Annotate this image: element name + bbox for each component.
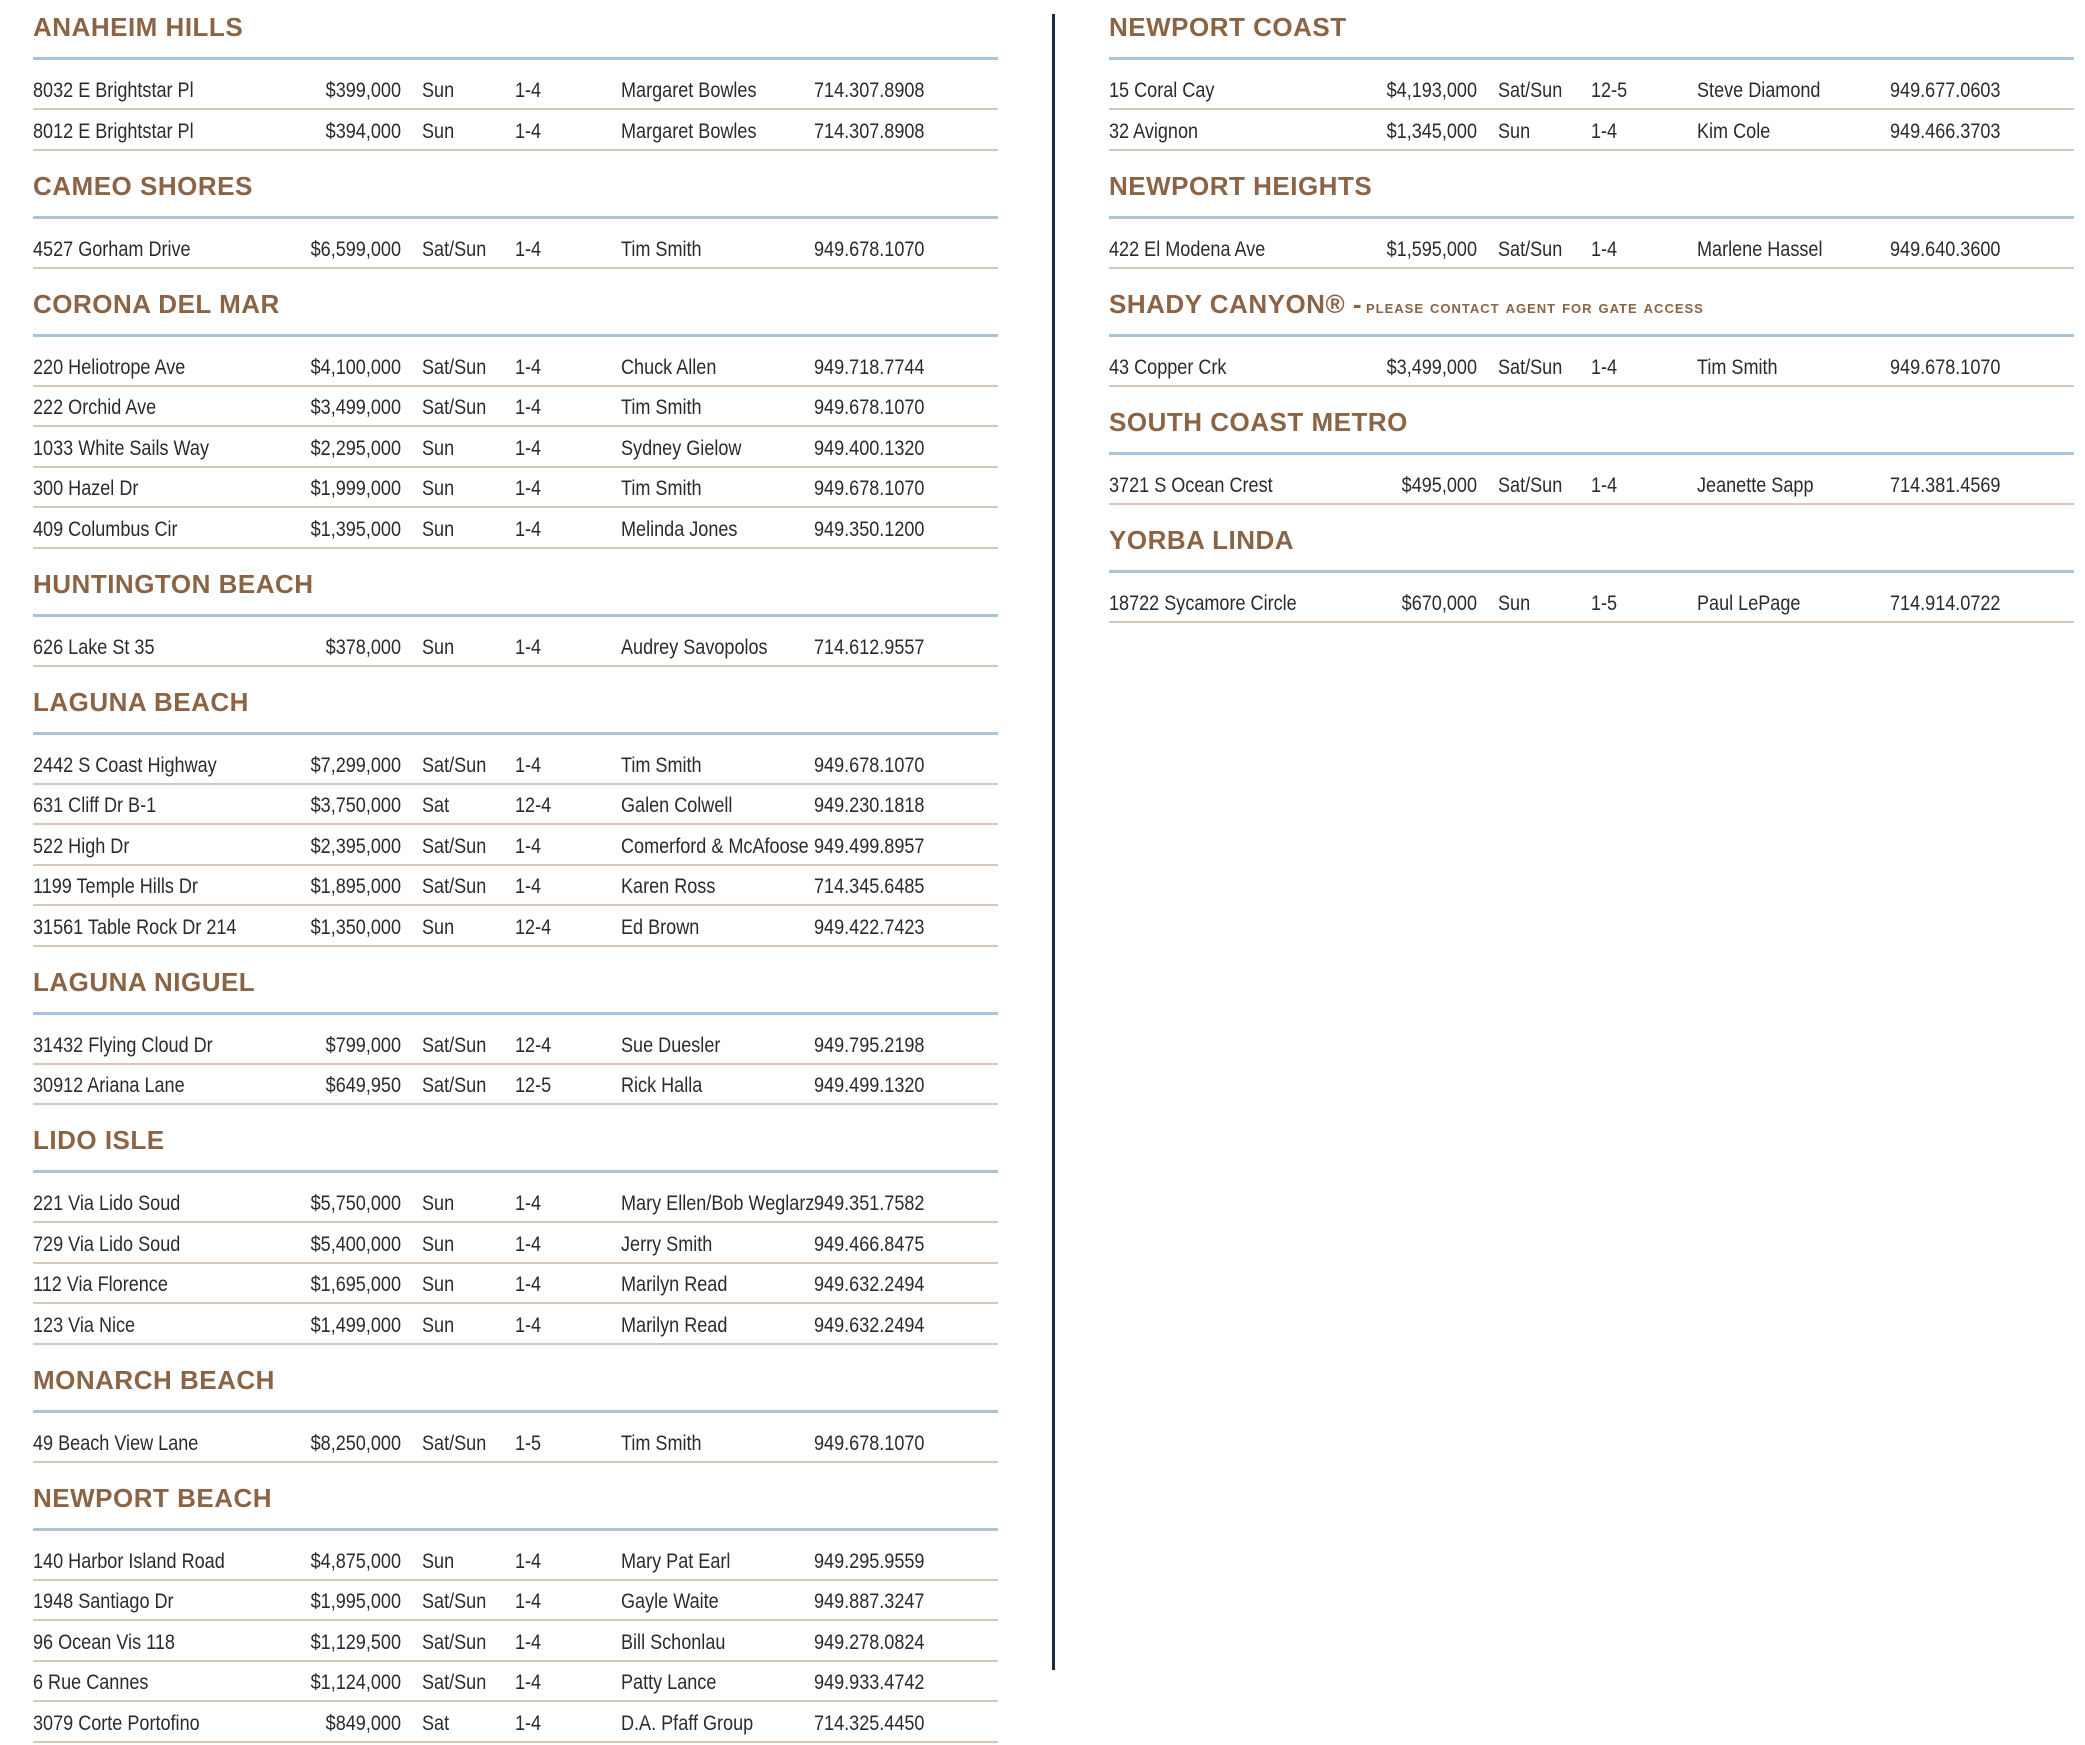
section-title-text: CORONA DEL MAR (33, 288, 280, 319)
listing-list (33, 60, 998, 151)
listing-phone: 949.422.7423 (814, 915, 925, 939)
listing-time: 1-4 (515, 119, 542, 143)
section-title (1109, 525, 1294, 556)
listing-row (33, 1543, 998, 1581)
section-title (33, 569, 314, 600)
section-title-text: NEWPORT COAST (1109, 12, 1347, 42)
listing-row (1109, 72, 2074, 110)
listing-address: 3079 Corte Portofino (33, 1711, 200, 1735)
section-title (1109, 171, 1372, 202)
section-cameo-shores (33, 165, 998, 269)
section-header (1109, 165, 2074, 219)
listing-time: 1-4 (515, 1671, 542, 1694)
listing-row (33, 828, 998, 866)
listing-agent: Marilyn Read (621, 1273, 728, 1296)
listing-phone: 949.933.4742 (814, 1671, 925, 1694)
listing-phone: 949.678.1070 (814, 477, 925, 500)
listing-day: Sun (422, 79, 455, 102)
listing-day: Sun (422, 517, 455, 541)
listing-row (33, 72, 998, 110)
listing-day: Sun (422, 436, 455, 460)
listing-price: $1,895,000 (310, 875, 401, 898)
listing-price: $1,695,000 (310, 1273, 401, 1296)
section-shady-canyon (1109, 283, 2074, 387)
listing-row (33, 470, 998, 508)
listing-time: 1-5 (515, 1431, 542, 1455)
listing-phone: 949.678.1070 (814, 1431, 925, 1455)
listing-phone: 949.718.7744 (814, 355, 925, 379)
listing-phone: 949.678.1070 (1890, 355, 2001, 379)
section-title-text: SOUTH COAST METRO (1109, 406, 1408, 437)
section-header (33, 961, 998, 1015)
listing-price: $1,345,000 (1386, 119, 1477, 143)
listing-day: Sun (422, 1232, 455, 1256)
section-header (33, 1119, 998, 1173)
listing-address: 6 Rue Cannes (33, 1671, 149, 1694)
listing-price: $670,000 (1401, 591, 1477, 615)
listing-address: 1948 Santiago Dr (33, 1590, 174, 1613)
listing-time: 12-4 (515, 915, 552, 939)
listing-time: 1-4 (515, 396, 542, 419)
listing-time: 1-4 (515, 79, 542, 102)
listing-phone: 949.640.3600 (1890, 237, 2001, 261)
listing-time: 12-4 (515, 1033, 552, 1057)
listing-address: 31432 Flying Cloud Dr (33, 1033, 213, 1057)
listing-phone: 949.632.2494 (814, 1313, 925, 1337)
listing-price: $1,595,000 (1386, 237, 1477, 261)
listing-agent: Tim Smith (621, 396, 702, 419)
listing-agent: Audrey Savopolos (621, 635, 768, 659)
listing-time: 1-4 (515, 436, 542, 460)
listing-day: Sat (422, 1711, 450, 1735)
listing-agent: Marilyn Read (621, 1313, 728, 1337)
listing-time: 1-4 (515, 1192, 542, 1215)
listing-phone: 949.350.1200 (814, 517, 925, 541)
listing-address: 3721 S Ocean Crest (1109, 473, 1273, 497)
listing-day: Sun (422, 119, 455, 143)
section-corona-del-mar (33, 283, 998, 549)
listing-address: 222 Orchid Ave (33, 396, 157, 419)
listing-day: Sun (422, 635, 455, 659)
listing-address: 220 Heliotrope Ave (33, 355, 186, 379)
listing-agent: Gayle Waite (621, 1590, 719, 1613)
section-title (1109, 12, 1347, 43)
listing-time: 1-4 (515, 1313, 542, 1337)
listing-day: Sun (422, 1549, 455, 1573)
listing-agent: Tim Smith (621, 1431, 702, 1455)
listing-address: 729 Via Lido Soud (33, 1232, 181, 1256)
listing-list (1109, 219, 2074, 269)
listing-time: 1-4 (515, 477, 542, 500)
listing-row (33, 1664, 998, 1702)
listing-day: Sat/Sun (422, 1431, 487, 1455)
listing-phone: 714.345.6485 (814, 875, 925, 898)
listing-price: $8,250,000 (310, 1431, 401, 1455)
listing-agent: Margaret Bowles (621, 119, 757, 143)
section-header (33, 165, 998, 219)
left-column (33, 6, 998, 1745)
listing-day: Sat/Sun (422, 396, 487, 419)
listing-price: $4,875,000 (310, 1549, 401, 1573)
section-title-text: YORBA LINDA (1109, 524, 1295, 555)
listing-row (33, 1226, 998, 1264)
listing-address: 422 El Modena Ave (1109, 237, 1266, 261)
listing-time: 1-4 (515, 1630, 542, 1654)
listing-phone: 714.612.9557 (814, 635, 925, 659)
listing-agent: Karen Ross (621, 875, 716, 898)
listing-phone: 714.914.0722 (1890, 591, 2001, 615)
section-header (1109, 401, 2074, 455)
section-title (1109, 407, 1408, 438)
listing-list (33, 735, 998, 947)
section-title-text: ANAHEIM HILLS (33, 12, 244, 42)
listing-time: 1-4 (515, 1232, 542, 1256)
listing-row (33, 1624, 998, 1662)
listing-price: $3,750,000 (310, 794, 401, 817)
listing-price: $1,395,000 (310, 517, 401, 541)
listing-address: 15 Coral Cay (1109, 79, 1215, 102)
listing-address: 31561 Table Rock Dr 214 (33, 915, 237, 939)
listing-address: 1033 White Sails Way (33, 436, 209, 460)
listing-agent: Steve Diamond (1697, 79, 1821, 102)
listing-agent: Jerry Smith (621, 1232, 713, 1256)
listing-time: 1-4 (515, 875, 542, 898)
listing-time: 1-4 (515, 635, 542, 659)
listing-price: $1,124,000 (310, 1671, 401, 1694)
listing-price: $1,999,000 (310, 477, 401, 500)
listing-phone: 949.499.1320 (814, 1074, 925, 1097)
section-laguna-niguel (33, 961, 998, 1106)
listing-agent: Galen Colwell (621, 794, 733, 817)
section-header (1109, 519, 2074, 573)
listing-list (33, 1413, 998, 1463)
section-title-text: NEWPORT HEIGHTS (1109, 170, 1373, 201)
listing-list (1109, 455, 2074, 505)
listing-phone: 949.632.2494 (814, 1273, 925, 1296)
listing-row (1109, 349, 2074, 387)
listing-price: $3,499,000 (310, 396, 401, 419)
listing-row (33, 1185, 998, 1223)
listing-day: Sat/Sun (1498, 79, 1563, 102)
listing-agent: Paul LePage (1697, 591, 1801, 615)
section-title (33, 171, 253, 202)
section-title-text: SHADY CANYON® - (1109, 288, 1362, 319)
listing-day: Sat/Sun (422, 1630, 487, 1654)
listing-price: $1,499,000 (310, 1313, 401, 1337)
section-header (33, 283, 998, 337)
listing-row (1109, 113, 2074, 151)
section-south-coast-metro (1109, 401, 2074, 505)
section-title-text: NEWPORT BEACH (33, 1482, 273, 1513)
section-title (33, 687, 249, 718)
listing-list (33, 1531, 998, 1743)
listing-address: 18722 Sycamore Circle (1109, 591, 1297, 615)
section-header (33, 1477, 998, 1531)
listing-address: 140 Harbor Island Road (33, 1549, 225, 1573)
listing-price: $5,400,000 (310, 1232, 401, 1256)
listing-day: Sun (1498, 119, 1531, 143)
listing-phone: 949.400.1320 (814, 436, 925, 460)
listing-phone: 949.499.8957 (814, 834, 925, 858)
listing-phone: 714.325.4450 (814, 1711, 925, 1735)
listing-time: 1-4 (515, 753, 542, 777)
listing-address: 221 Via Lido Soud (33, 1192, 181, 1215)
listing-row (1109, 585, 2074, 623)
listing-row (33, 1027, 998, 1065)
listing-row (33, 909, 998, 947)
listing-list (33, 617, 998, 667)
listing-agent: Tim Smith (621, 753, 702, 777)
listing-price: $849,000 (325, 1711, 401, 1735)
listing-row (33, 1425, 998, 1463)
section-newport-heights (1109, 165, 2074, 269)
listing-row (33, 1266, 998, 1304)
section-title (33, 1483, 272, 1514)
listing-address: 30912 Ariana Lane (33, 1074, 185, 1097)
listing-agent: Sydney Gielow (621, 436, 742, 460)
right-column (1109, 6, 2074, 625)
listing-address: 4527 Gorham Drive (33, 237, 191, 261)
listing-price: $3,499,000 (1386, 355, 1477, 379)
listing-phone: 949.295.9559 (814, 1549, 925, 1573)
listing-address: 123 Via Nice (33, 1313, 136, 1337)
listing-price: $495,000 (1401, 473, 1477, 497)
listing-row (33, 1705, 998, 1743)
listing-price: $1,995,000 (310, 1590, 401, 1613)
section-title-text: LIDO ISLE (33, 1125, 165, 1155)
section-header (33, 6, 998, 60)
listing-time: 12-4 (515, 794, 552, 817)
listing-address: 8012 E Brightstar Pl (33, 119, 194, 143)
listing-phone: 949.230.1818 (814, 794, 925, 817)
listing-agent: Bill Schonlau (621, 1630, 726, 1654)
listing-address: 626 Lake St 35 (33, 635, 155, 659)
listing-address: 32 Avignon (1109, 119, 1199, 143)
listing-phone: 949.677.0603 (1890, 79, 2001, 102)
listing-day: Sun (1498, 591, 1531, 615)
listing-phone: 949.351.7582 (814, 1192, 925, 1215)
section-newport-beach (33, 1477, 998, 1743)
listing-price: $649,950 (325, 1074, 401, 1097)
listing-price: $1,129,500 (310, 1630, 401, 1654)
column-divider (1052, 14, 1055, 1670)
listing-address: 2442 S Coast Highway (33, 753, 217, 777)
listing-agent: Jeanette Sapp (1697, 473, 1814, 497)
listing-row (33, 629, 998, 667)
listing-price: $6,599,000 (310, 237, 401, 261)
listing-row (33, 1067, 998, 1105)
listing-phone: 949.678.1070 (814, 237, 925, 261)
listing-list (1109, 60, 2074, 151)
listing-address: 631 Cliff Dr B-1 (33, 794, 157, 817)
listing-day: Sat/Sun (422, 237, 487, 261)
listing-row (33, 1307, 998, 1345)
listing-time: 1-4 (515, 237, 542, 261)
listing-address: 8032 E Brightstar Pl (33, 79, 194, 102)
section-lido-isle (33, 1119, 998, 1345)
listing-list (33, 219, 998, 269)
listing-day: Sat/Sun (1498, 237, 1563, 261)
listing-day: Sun (422, 1273, 455, 1296)
listing-time: 1-4 (515, 1711, 542, 1735)
listing-phone: 949.795.2198 (814, 1033, 925, 1057)
listing-price: $4,100,000 (310, 355, 401, 379)
listing-agent: Chuck Allen (621, 355, 717, 379)
listing-day: Sat/Sun (1498, 355, 1563, 379)
listing-time: 1-4 (515, 1590, 542, 1613)
listing-address: 409 Columbus Cir (33, 517, 178, 541)
listing-time: 1-4 (515, 355, 542, 379)
listing-row (33, 747, 998, 785)
listing-day: Sun (422, 477, 455, 500)
section-header (33, 681, 998, 735)
listing-time: 1-4 (1591, 237, 1618, 261)
listing-agent: D.A. Pfaff Group (621, 1711, 754, 1735)
listing-phone: 949.678.1070 (814, 753, 925, 777)
listing-list (33, 1015, 998, 1106)
listing-time: 1-4 (515, 1549, 542, 1573)
listing-day: Sun (422, 1313, 455, 1337)
listing-day: Sat/Sun (422, 355, 487, 379)
listing-address: 112 Via Florence (33, 1273, 168, 1296)
listing-time: 1-4 (515, 517, 542, 541)
section-title-text: CAMEO SHORES (33, 170, 253, 201)
listing-day: Sat (422, 794, 450, 817)
listing-time: 1-4 (1591, 119, 1618, 143)
listing-day: Sat/Sun (422, 753, 487, 777)
listing-price: $2,395,000 (310, 834, 401, 858)
listing-row (33, 868, 998, 906)
listing-day: Sat/Sun (422, 1590, 487, 1613)
listing-price: $799,000 (325, 1033, 401, 1057)
listing-time: 1-4 (1591, 355, 1618, 379)
listing-phone: 949.278.0824 (814, 1630, 925, 1654)
listing-row (33, 787, 998, 825)
section-monarch-beach (33, 1359, 998, 1463)
listing-address: 522 High Dr (33, 834, 130, 858)
listing-row (1109, 467, 2074, 505)
listing-list (33, 1173, 998, 1345)
listing-row (33, 231, 998, 269)
listing-day: Sat/Sun (422, 1033, 487, 1057)
listing-agent: Patty Lance (621, 1671, 717, 1694)
listing-price: $5,750,000 (310, 1192, 401, 1215)
section-title (33, 12, 243, 43)
section-header (33, 1359, 998, 1413)
listing-phone: 714.307.8908 (814, 79, 925, 102)
listing-time: 1-4 (515, 1273, 542, 1296)
section-anaheim-hills (33, 6, 998, 151)
section-header (1109, 283, 2074, 337)
listing-phone: 949.887.3247 (814, 1590, 925, 1613)
listing-row (33, 349, 998, 387)
listing-address: 43 Copper Crk (1109, 355, 1227, 379)
listing-agent: Tim Smith (621, 477, 702, 500)
listing-day: Sat/Sun (422, 875, 487, 898)
listing-agent: Mary Pat Earl (621, 1549, 731, 1573)
section-newport-coast (1109, 6, 2074, 151)
section-laguna-beach (33, 681, 998, 947)
section-title (33, 1125, 165, 1156)
listing-row (33, 511, 998, 549)
listing-price: $394,000 (325, 119, 401, 143)
listing-address: 1199 Temple Hills Dr (33, 875, 198, 898)
listing-row (33, 1583, 998, 1621)
section-title-text: LAGUNA NIGUEL (33, 966, 256, 997)
listing-agent: Tim Smith (621, 237, 702, 261)
listing-list (1109, 573, 2074, 623)
listing-list (1109, 337, 2074, 387)
listing-agent: Sue Duesler (621, 1033, 721, 1057)
section-header (33, 563, 998, 617)
section-note: please contact agent for gate access (1365, 296, 1704, 317)
listing-row (33, 430, 998, 468)
section-title-text: LAGUNA BEACH (33, 686, 249, 717)
listing-row (33, 389, 998, 427)
listing-list (33, 337, 998, 549)
listing-agent: Ed Brown (621, 915, 700, 939)
listing-price: $7,299,000 (310, 753, 401, 777)
listing-row (33, 113, 998, 151)
listing-price: $1,350,000 (310, 915, 401, 939)
listing-price: $378,000 (325, 635, 401, 659)
listing-address: 96 Ocean Vis 118 (33, 1630, 175, 1654)
listing-time: 1-4 (1591, 473, 1618, 497)
section-title-text: MONARCH BEACH (33, 1364, 275, 1395)
section-title (33, 967, 255, 998)
listing-phone: 949.466.8475 (814, 1232, 925, 1256)
listing-phone: 949.678.1070 (814, 396, 925, 419)
listing-phone: 949.466.3703 (1890, 119, 2001, 143)
listing-agent: Rick Halla (621, 1074, 703, 1097)
listing-day: Sun (422, 1192, 455, 1215)
listing-phone: 714.307.8908 (814, 119, 925, 143)
listing-price: $4,193,000 (1386, 79, 1477, 102)
listing-time: 12-5 (1591, 79, 1628, 102)
section-yorba-linda (1109, 519, 2074, 623)
listing-address: 300 Hazel Dr (33, 477, 139, 500)
section-title-text: HUNTINGTON BEACH (33, 568, 314, 599)
listing-agent: Margaret Bowles (621, 79, 757, 102)
section-header (1109, 6, 2074, 60)
listing-address: 49 Beach View Lane (33, 1431, 199, 1455)
listing-time: 1-5 (1591, 591, 1618, 615)
listing-day: Sat/Sun (422, 1671, 487, 1694)
listing-day: Sat/Sun (422, 834, 487, 858)
listing-agent: Mary Ellen/Bob Weglarz (621, 1192, 815, 1215)
listing-agent: Comerford & McAfoose (621, 834, 809, 858)
listing-phone: 714.381.4569 (1890, 473, 2001, 497)
section-title (33, 289, 280, 320)
section-huntington-beach (33, 563, 998, 667)
listing-price: $2,295,000 (310, 436, 401, 460)
listing-day: Sun (422, 915, 455, 939)
listing-time: 12-5 (515, 1074, 552, 1097)
listing-agent: Marlene Hassel (1697, 237, 1823, 261)
listing-agent: Melinda Jones (621, 517, 738, 541)
section-title (33, 1365, 275, 1396)
listing-price: $399,000 (325, 79, 401, 102)
listing-agent: Tim Smith (1697, 355, 1778, 379)
listing-row (1109, 231, 2074, 269)
listing-agent: Kim Cole (1697, 119, 1771, 143)
section-title (1109, 289, 1704, 320)
listing-day: Sat/Sun (1498, 473, 1563, 497)
listing-time: 1-4 (515, 834, 542, 858)
listing-day: Sat/Sun (422, 1074, 487, 1097)
